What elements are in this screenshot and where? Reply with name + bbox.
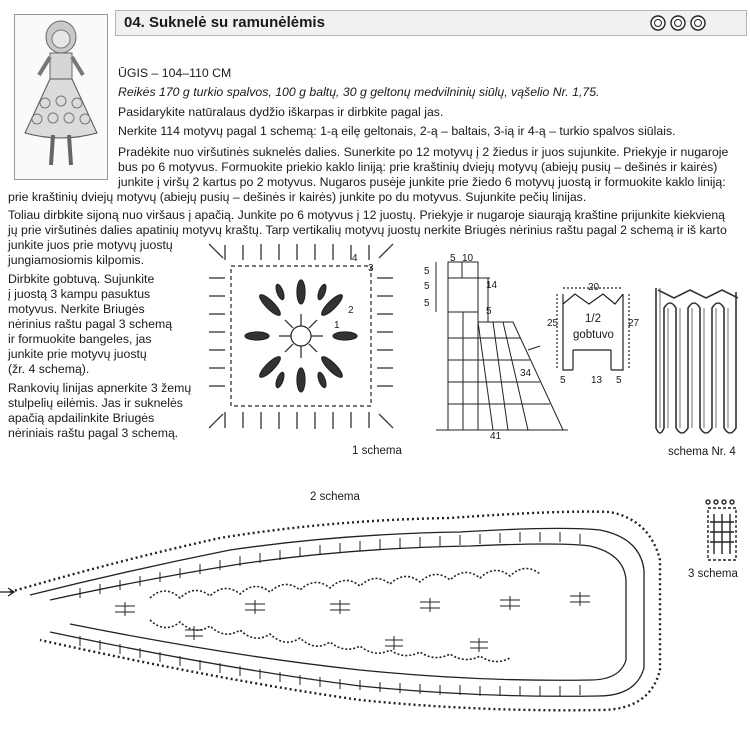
body-line: bus po 6 motyvus. Formuokite priekio kaklo liniją: prie kraštinių dviejų motyvų (abiejų pusių – dešinės ir kairės) xyxy=(118,160,718,174)
body-line: (žr. 4 schemą). xyxy=(8,362,90,376)
step-paragraph: Pasidarykite natūralaus dydžio iškarpas ir dirbkite pagal jas. xyxy=(118,105,444,119)
body-line: Dirbkite gobtuvą. Sujunkite xyxy=(8,272,155,286)
schema3-label: 3 schema xyxy=(688,568,738,580)
dimension-label: 27 xyxy=(628,318,640,329)
body-line: jų prie viršutinės dalies apatinių motyvų kraštų. Tarp vertikalių motyvų juostų nerkite Briugės nėrinius raštu pagal 2 schemą ir iš karto xyxy=(8,223,727,237)
body-line: ir formuokite bangeles, jas xyxy=(8,332,152,346)
dimension-label: 13 xyxy=(591,375,603,386)
yarn-ball-icon xyxy=(671,16,685,30)
hood-title: gobtuvo xyxy=(573,329,614,341)
outer-stitch-ring xyxy=(209,244,393,429)
dimension-label: 14 xyxy=(486,280,498,291)
body-line: jungiamosiomis kilpomis. xyxy=(8,253,144,267)
dimension-label: 5 xyxy=(424,298,430,309)
body-line: junkite prie motyvų juostų xyxy=(8,347,147,361)
dimension-label: 41 xyxy=(490,431,502,442)
yarn-balls-icon xyxy=(646,13,736,33)
page-title: 04. Suknelė su ramunėlėmis xyxy=(124,14,325,31)
dimension-label: 10 xyxy=(462,253,474,264)
body-line: prie kraštinių dviejų motyvų (abiejų pusių – dešinės ir kairės) junkite po du motyvus. Sujunkite pečių linijas. xyxy=(8,190,587,204)
dress-photo xyxy=(14,14,108,180)
dimension-label: 5 xyxy=(486,306,492,317)
schema1-label: 1 schema xyxy=(352,445,402,457)
body-line: Toliau dirbkite sijoną nuo viršaus į apačią. Junkite po 6 motyvus į 12 juostų. Priekyje ir nugaroje siaurąją kraštine prijunkite kiekvieną xyxy=(8,208,726,222)
step-paragraph: Nerkite 114 motyvų pagal 1 schemą: 1-ą eilę geltonais, 2-ą – baltais, 3-ią ir 4-ą – turkio spalvos siūlais. xyxy=(118,124,676,138)
schema4-wave-diagram xyxy=(650,278,745,443)
schema2-bruges-lace-diagram xyxy=(0,500,700,728)
body-line: Rankovių linijas apnerkite 3 žemų xyxy=(8,381,192,395)
dimension-label: 5 xyxy=(450,253,456,264)
body-line: stulpelių eilėmis. Jas ir suknelės xyxy=(8,396,183,410)
schema3-diagram xyxy=(700,498,744,564)
schema2-label: 2 schema xyxy=(310,491,360,503)
body-line: į juostą 3 kampu pasuktus xyxy=(8,287,151,301)
body-line: Pradėkite nuo viršutinės suknelės dalies. Sunerkite po 12 motyvų į 2 žiedus ir juos sujunkite. Priekyje ir nugaroje xyxy=(118,145,729,159)
body-line: junkite juos prie motyvų juostų xyxy=(8,238,173,252)
dimension-label: 25 xyxy=(547,318,559,329)
materials-line: Reikės 170 g turkio spalvos, 100 g baltų, 30 g geltonų medvilninių siūlų, vąšelio Nr. 1,75. xyxy=(118,85,600,99)
schema4-label: schema Nr. 4 xyxy=(668,446,736,458)
dimension-label: 5 xyxy=(424,266,430,277)
center-ring xyxy=(279,314,323,358)
title-bar xyxy=(115,10,747,36)
yarn-ball-icon xyxy=(651,16,665,30)
yarn-ball-icon xyxy=(691,16,705,30)
body-line: nėrinius raštu pagal 3 schemą xyxy=(8,317,173,331)
dimension-label: 5 xyxy=(424,281,430,292)
round-marker: 4 xyxy=(352,253,358,264)
dimension-label: 5 xyxy=(560,375,566,386)
petal-ring xyxy=(245,280,357,392)
dimension-label: 34 xyxy=(520,368,532,379)
size-line: ŪGIS – 104–110 CM xyxy=(118,66,232,80)
body-line: motyvus. Nerkite Briugės xyxy=(8,302,145,316)
round-marker: 1 xyxy=(334,320,340,331)
round-marker: 2 xyxy=(348,305,354,316)
body-line: nėriniais raštu pagal 3 schemą. xyxy=(8,426,179,440)
body-line: apačią apdailinkite Briugės xyxy=(8,411,155,425)
body-line: junkite į viršų 2 kartus po 2 motyvus. Nugaros pusėje junkite prie žiedo 6 motyvų juostą ir formuokite kaklo liniją: xyxy=(118,175,726,189)
dimension-label: 5 xyxy=(616,375,622,386)
round-marker: 3 xyxy=(368,263,374,274)
girl-in-dress-illustration xyxy=(15,15,107,179)
dimension-label: 20 xyxy=(588,282,600,293)
hood-title: 1/2 xyxy=(585,313,601,325)
